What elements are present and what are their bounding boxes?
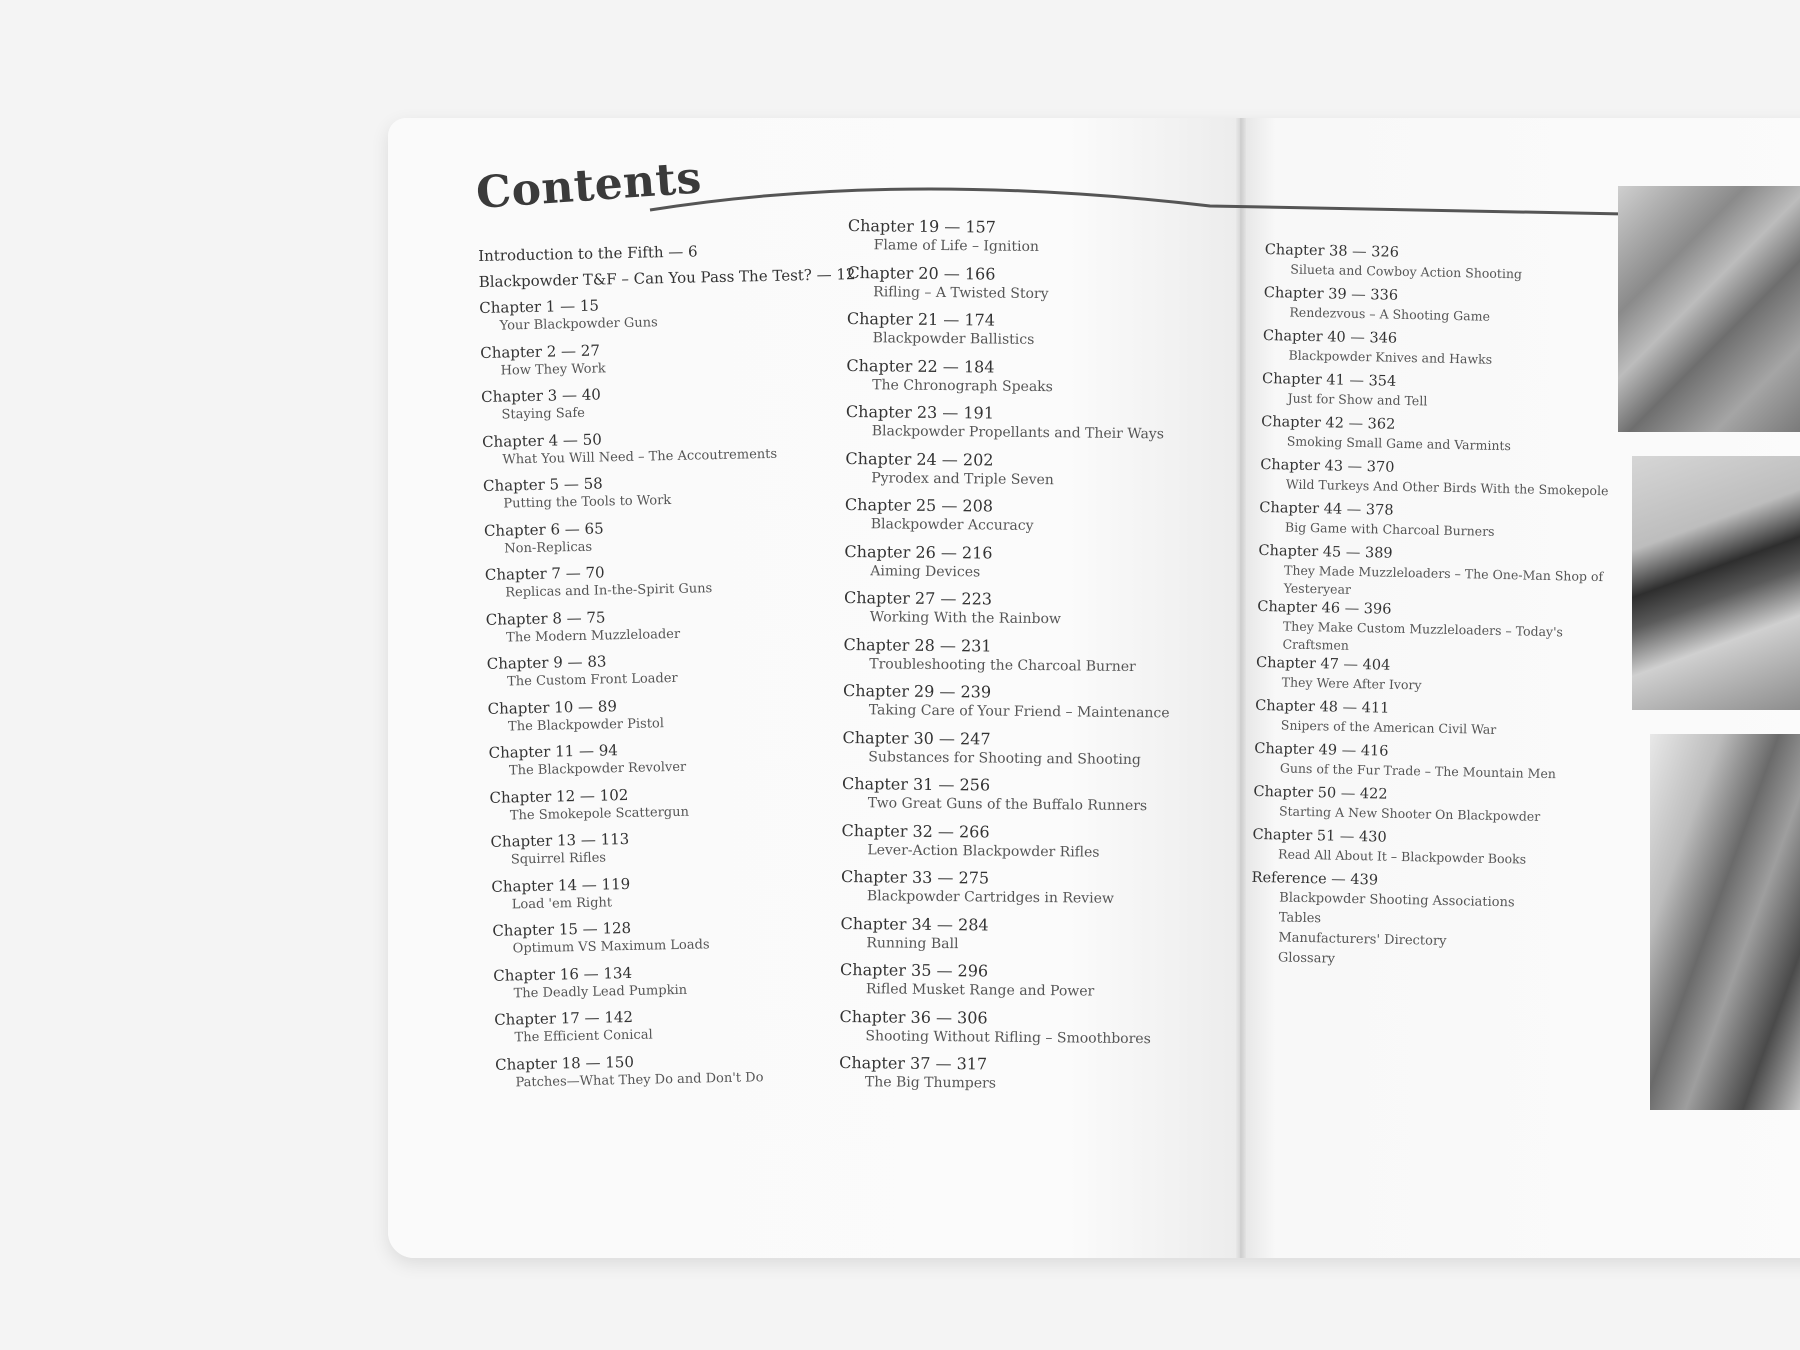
chapter-number: Chapter 49 — 416 — [1254, 740, 1389, 760]
chapter-number: Chapter 19 — 157 — [847, 216, 997, 237]
chapter-entry — [845, 495, 1172, 545]
chapter-number: Chapter 34 — 284 — [840, 913, 989, 935]
chapter-title: The Efficient Conical — [514, 1027, 653, 1046]
column-3-list — [1252, 240, 1614, 875]
reference-list — [1250, 888, 1600, 975]
chapter-title: Smoking Small Game and Varmints — [1286, 433, 1512, 454]
chapter-title: The Modern Muzzleloader — [506, 626, 681, 645]
chapter-title: Troubleshooting the Charcoal Burner — [869, 655, 1136, 675]
chapter-number: Chapter 10 — 89 — [487, 696, 618, 718]
chapter-title: Guns of the Fur Trade – The Mountain Men — [1279, 760, 1557, 782]
chapter-entry — [1252, 825, 1601, 875]
chapter-number: Chapter 37 — 317 — [839, 1052, 988, 1074]
chapter-number: Chapter 11 — 94 — [488, 741, 619, 762]
chapter-entry — [487, 691, 865, 743]
chapter-entry — [1264, 240, 1613, 290]
chapter-entry — [1253, 782, 1602, 832]
chapter-title: Rifled Musket Range and Power — [865, 981, 1095, 1000]
chapter-title: Snipers of the American Civil War — [1280, 717, 1497, 737]
chapter-title: Your Blackpowder Guns — [499, 315, 658, 334]
chapter-number: Chapter 12 — 102 — [489, 785, 629, 807]
chapter-number: Chapter 1 — 15 — [479, 296, 600, 317]
chapter-entry — [494, 1002, 872, 1054]
chapter-number: Chapter 30 — 247 — [842, 727, 991, 749]
chapter-title: The Chronograph Speaks — [872, 376, 1053, 395]
chapter-title: Working With the Rainbow — [869, 609, 1061, 628]
column-2-list — [839, 216, 1175, 1103]
chapter-number: Chapter 38 — 326 — [1264, 241, 1400, 261]
chapter-entry — [843, 681, 1170, 731]
chapter-entry — [1255, 653, 1604, 703]
chapter-entry — [1258, 541, 1608, 604]
chapter-title: Squirrel Rifles — [510, 850, 607, 868]
chapter-entry — [486, 602, 864, 654]
chapter-entry — [479, 290, 857, 342]
chapter-entry — [480, 335, 858, 387]
chapter-entry — [1263, 283, 1612, 333]
chapter-title: Blackpowder Ballistics — [872, 330, 1035, 348]
chapter-number: Chapter 35 — 296 — [840, 959, 989, 981]
chapter-entry — [481, 379, 859, 431]
chapter-number: Chapter 18 — 150 — [494, 1052, 635, 1074]
chapter-number: Chapter 20 — 166 — [847, 262, 996, 284]
chapter-number: Chapter 26 — 216 — [844, 541, 993, 563]
chapter-entry — [487, 646, 865, 698]
chapter-title: How They Work — [500, 360, 606, 379]
chapter-title: Lever-Action Blackpowder Rifles — [867, 841, 1100, 861]
chapter-entry — [840, 960, 1167, 1010]
chapter-number: Chapter 31 — 256 — [841, 773, 991, 795]
chapter-entry — [495, 1046, 873, 1098]
chapter-title: The Custom Front Loader — [506, 670, 678, 690]
chapter-title: Taking Care of Your Friend – Maintenance — [868, 702, 1170, 722]
chapter-entry — [841, 820, 1168, 870]
chapter-title: They Made Muzzleloaders – The One-Man Shop of Yesteryear — [1283, 562, 1604, 597]
chapter-number: Chapter 36 — 306 — [839, 1006, 988, 1028]
chapter-number: Chapter 27 — 223 — [843, 587, 993, 609]
chapter-entry — [846, 355, 1173, 405]
chapter-number: Chapter 47 — 404 — [1255, 654, 1391, 674]
chapter-title: Replicas and In-the-Spirit Guns — [505, 581, 713, 601]
chapter-number: Chapter 24 — 202 — [845, 448, 994, 470]
chapter-title: Rifling – A Twisted Story — [873, 283, 1049, 302]
reference-item: Manufacturers' Directory — [1278, 930, 1447, 949]
chapter-number: Chapter 22 — 184 — [846, 355, 995, 377]
chapter-number: Chapter 46 — 396 — [1257, 598, 1392, 618]
chapter-number: Chapter 51 — 430 — [1252, 826, 1387, 846]
chapter-number: Chapter 13 — 113 — [490, 829, 630, 851]
chapter-number: Chapter 29 — 239 — [842, 680, 992, 702]
chapter-title: Blackpowder Knives and Hawks — [1288, 347, 1493, 367]
chapter-entry — [1260, 455, 1609, 505]
contents-column-3 — [1250, 240, 1614, 975]
chapter-title: Flame of Life – Ignition — [873, 237, 1040, 256]
chapter-number: Chapter 14 — 119 — [491, 874, 631, 896]
chapter-title: Big Game with Charcoal Burners — [1284, 519, 1495, 539]
chapter-entry — [484, 513, 862, 565]
chapter-entry — [492, 913, 870, 965]
chapter-entry — [489, 779, 867, 831]
chapter-number: Chapter 3 — 40 — [480, 385, 602, 406]
chapter-number: Chapter 15 — 128 — [492, 918, 632, 940]
chapter-number: Chapter 21 — 174 — [846, 308, 996, 330]
chapter-number: Chapter 5 — 58 — [482, 474, 603, 495]
chapter-entry — [840, 913, 1167, 963]
chapter-title: Starting A New Shooter On Blackpowder — [1278, 803, 1541, 824]
chapter-entry — [1259, 498, 1608, 548]
chapter-number: Chapter 40 — 346 — [1262, 327, 1398, 347]
chapter-entry — [841, 867, 1168, 917]
chapter-number: Chapter 41 — 354 — [1261, 370, 1397, 390]
chapter-title: Blackpowder Accuracy — [870, 516, 1034, 534]
chapter-number: Chapter 9 — 83 — [486, 652, 607, 673]
chapter-title: The Deadly Lead Pumpkin — [513, 982, 688, 1001]
chapter-number: Chapter 16 — 134 — [493, 963, 633, 985]
chapter-title: The Big Thumpers — [864, 1074, 997, 1092]
chapter-number: Chapter 48 — 411 — [1255, 697, 1390, 717]
chapter-entry — [1256, 597, 1606, 660]
chapter-entry — [485, 557, 863, 609]
chapter-title: They Were After Ivory — [1281, 674, 1422, 693]
chapter-title: Just for Show and Tell — [1287, 390, 1428, 409]
chapter-entry — [493, 957, 871, 1009]
rifle-photo — [1618, 186, 1800, 432]
chapter-number: Chapter 8 — 75 — [485, 607, 606, 629]
chapter-entry — [491, 868, 869, 920]
chapter-number: Chapter 50 — 422 — [1253, 783, 1388, 803]
chapter-entry — [482, 424, 860, 476]
chapter-number: Chapter 23 — 191 — [845, 401, 995, 423]
chapter-entry — [847, 309, 1174, 359]
chapter-title: Non-Replicas — [504, 539, 593, 557]
chapter-title: They Make Custom Muzzleloaders – Today's Craftsmen — [1282, 618, 1564, 653]
column-1-list — [479, 290, 872, 1099]
chapter-title: Patches—What They Do and Don't Do — [515, 1069, 764, 1090]
reference-item: Blackpowder Shooting Associations — [1279, 890, 1515, 911]
reference-entry — [1250, 868, 1601, 975]
chapter-title: Shooting Without Rifling – Smoothbores — [865, 1027, 1151, 1047]
chapter-title: Two Great Guns of the Buffalo Runners — [867, 795, 1148, 815]
chapter-entry — [844, 588, 1171, 638]
chapter-title: Substances for Shooting and Shooting — [868, 748, 1141, 768]
chapter-title: Rendezvous – A Shooting Game — [1289, 304, 1491, 324]
chapter-number: Chapter 43 — 370 — [1260, 456, 1395, 476]
chapter-entry — [1261, 369, 1610, 419]
intro-entry: Introduction to the Fifth — 6 — [478, 242, 698, 265]
contents-column-2 — [839, 216, 1175, 1103]
chapter-title: Running Ball — [866, 934, 959, 952]
chapter-title: The Smokepole Scattergun — [509, 804, 690, 823]
chapter-title: Aiming Devices — [870, 562, 981, 580]
chapter-entry — [1254, 739, 1603, 789]
chapter-title: The Blackpowder Pistol — [507, 715, 665, 734]
reference-item: Tables — [1278, 910, 1322, 927]
reference-head: Reference — 439 — [1251, 869, 1379, 889]
chapter-title: Optimum VS Maximum Loads — [512, 937, 710, 957]
chapter-number: Chapter 25 — 208 — [844, 494, 994, 516]
chapter-entry — [1255, 696, 1604, 746]
chapter-number: Chapter 17 — 142 — [494, 1007, 634, 1029]
chapter-entry — [490, 824, 868, 876]
contents-column-1 — [478, 238, 873, 1099]
chapter-number: Chapter 2 — 27 — [480, 340, 601, 362]
chapter-entry — [847, 262, 1174, 312]
chapter-entry — [843, 634, 1170, 684]
chapter-entry — [846, 402, 1173, 452]
chapter-title: Blackpowder Propellants and Their Ways — [871, 423, 1165, 443]
chapter-number: Chapter 4 — 50 — [481, 429, 602, 451]
chapter-number: Chapter 33 — 275 — [840, 866, 990, 888]
chapter-title: Blackpowder Cartridges in Review — [866, 888, 1114, 907]
chapter-entry — [1260, 412, 1609, 462]
chapter-number: Chapter 39 — 336 — [1263, 284, 1399, 304]
chapter-title: Putting the Tools to Work — [503, 493, 672, 512]
chapter-number: Chapter 7 — 70 — [484, 563, 605, 584]
chapter-title: What You Will Need – The Accoutrements — [502, 446, 778, 468]
chapter-number: Chapter 6 — 65 — [483, 518, 604, 540]
chapter-entry — [488, 735, 866, 787]
chapter-title: Silueta and Cowboy Action Shooting — [1290, 261, 1523, 282]
reference-item: Glossary — [1277, 950, 1336, 967]
chapter-number: Chapter 44 — 378 — [1259, 499, 1394, 519]
chapter-number: Chapter 42 — 362 — [1261, 413, 1396, 433]
contents-title: Contents — [474, 152, 704, 219]
chapter-title: Load 'em Right — [511, 894, 613, 912]
chapter-number: Chapter 28 — 231 — [843, 634, 992, 656]
shooter-photo — [1650, 734, 1800, 1110]
chapter-number: Chapter 45 — 389 — [1258, 542, 1393, 562]
chapter-entry — [842, 774, 1169, 824]
intro-entry: Blackpowder T&F – Can You Pass The Test? — 12 — [478, 265, 856, 291]
chapter-number: Chapter 32 — 266 — [841, 820, 990, 842]
gun-lock-photo — [1632, 456, 1800, 710]
chapter-entry — [483, 468, 861, 520]
chapter-entry — [845, 448, 1172, 498]
chapter-entry — [842, 727, 1169, 777]
chapter-title: Pyrodex and Triple Seven — [871, 469, 1054, 488]
chapter-title: Read All About It – Blackpowder Books — [1277, 846, 1527, 867]
chapter-title: The Blackpowder Revolver — [508, 759, 687, 779]
chapter-entry — [839, 1006, 1166, 1056]
chapter-entry — [844, 541, 1171, 591]
chapter-title: Wild Turkeys And Other Birds With the Smokepole — [1285, 476, 1609, 499]
chapter-entry — [848, 216, 1175, 266]
chapter-entry — [839, 1053, 1166, 1103]
chapter-title: Staying Safe — [501, 405, 586, 423]
chapter-entry — [1262, 326, 1611, 376]
